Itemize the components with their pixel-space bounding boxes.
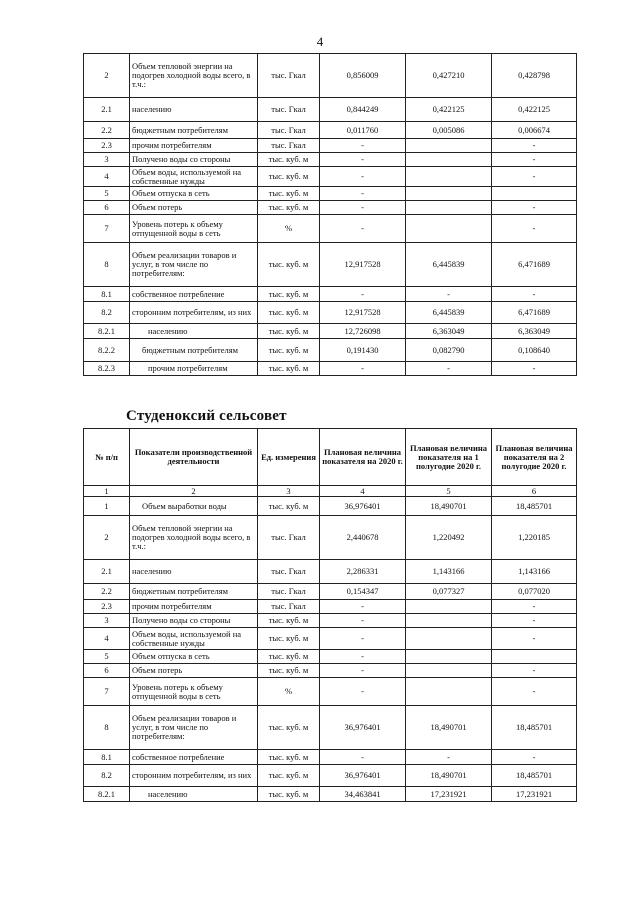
row-unit: тыс. Гкал	[258, 560, 320, 584]
row-plan-h1: -	[406, 362, 492, 376]
table-row	[84, 122, 577, 139]
row-plan-year: -	[320, 139, 406, 153]
table-row	[84, 339, 577, 362]
row-number: 8.1	[84, 287, 130, 302]
row-plan-h2: 0,422125	[492, 98, 577, 122]
row-unit: тыс. куб. м	[258, 664, 320, 678]
row-number: 2.3	[84, 600, 130, 614]
row-plan-year: 34,463841	[320, 787, 406, 802]
row-plan-h1: -	[406, 287, 492, 302]
row-indicator-name: Объем выработки воды	[130, 497, 258, 516]
table-row	[84, 302, 577, 324]
row-indicator-name: Объем воды, используемой на собственные нужды	[130, 628, 258, 650]
row-plan-h2: 17,231921	[492, 787, 577, 802]
row-indicator-name: собственное потребление	[130, 287, 258, 302]
row-number: 6	[84, 664, 130, 678]
row-indicator-name: Объем воды, используемой на собственные нужды	[130, 167, 258, 187]
section-title: Студеноксий сельсовет	[126, 408, 287, 424]
table-row	[84, 139, 577, 153]
row-indicator-name: Объем отпуска в сеть	[130, 187, 258, 201]
row-number: 2.3	[84, 139, 130, 153]
row-number: 8.2.1	[84, 324, 130, 339]
row-number: 8	[84, 706, 130, 750]
row-plan-h2: 1,220185	[492, 516, 577, 560]
row-unit: тыс. куб. м	[258, 302, 320, 324]
row-indicator-name: Объем тепловой энергии на подогрев холодной воды всего, в т.ч.:	[130, 54, 258, 98]
row-number: 8.2.1	[84, 787, 130, 802]
table-row	[84, 324, 577, 339]
col-number: 3	[258, 486, 320, 497]
row-unit: тыс. куб. м	[258, 362, 320, 376]
header-num: № п/п	[84, 429, 130, 486]
table-row	[84, 765, 577, 787]
row-plan-h2: 6,471689	[492, 302, 577, 324]
row-plan-year: 36,976401	[320, 706, 406, 750]
table-row	[84, 167, 577, 187]
row-plan-h2: -	[492, 201, 577, 215]
row-plan-h1: 1,143166	[406, 560, 492, 584]
row-number: 5	[84, 187, 130, 201]
row-plan-year: -	[320, 650, 406, 664]
row-plan-h2: -	[492, 139, 577, 153]
row-indicator-name: прочим потребителям	[130, 600, 258, 614]
row-plan-h1	[406, 600, 492, 614]
table-row	[84, 560, 577, 584]
row-unit: тыс. куб. м	[258, 187, 320, 201]
row-unit: тыс. куб. м	[258, 706, 320, 750]
table-row	[84, 497, 577, 516]
row-unit: тыс. куб. м	[258, 787, 320, 802]
row-unit: тыс. куб. м	[258, 324, 320, 339]
row-unit: тыс. куб. м	[258, 167, 320, 187]
row-plan-h1: 0,077327	[406, 584, 492, 600]
row-plan-h2: -	[492, 750, 577, 765]
row-number: 7	[84, 678, 130, 706]
row-indicator-name: прочим потребителям	[130, 139, 258, 153]
table-row	[84, 628, 577, 650]
row-plan-h2: -	[492, 215, 577, 243]
row-number: 2	[84, 54, 130, 98]
table-row	[84, 706, 577, 750]
row-indicator-name: бюджетным потребителям	[130, 339, 258, 362]
row-plan-h1: 0,427210	[406, 54, 492, 98]
row-plan-h1	[406, 201, 492, 215]
row-plan-year: 12,917528	[320, 243, 406, 287]
table-row	[84, 54, 577, 98]
table-row	[84, 600, 577, 614]
row-indicator-name: Уровень потерь к объему отпущенной воды в сеть	[130, 678, 258, 706]
row-indicator-name: прочим потребителям	[130, 362, 258, 376]
column-number-row	[84, 486, 577, 497]
header-plan-h2: Плановая величина показателя на 2 полугодие 2020 г.	[492, 429, 577, 486]
row-plan-h1	[406, 664, 492, 678]
row-plan-h1: 0,005086	[406, 122, 492, 139]
row-number: 4	[84, 167, 130, 187]
row-plan-year: 0,844249	[320, 98, 406, 122]
header-plan-year: Плановая величина показателя на 2020 г.	[320, 429, 406, 486]
col-number: 2	[130, 486, 258, 497]
row-plan-h2: 0,108640	[492, 339, 577, 362]
row-number: 8.2.3	[84, 362, 130, 376]
page-number: 4	[316, 34, 324, 49]
row-plan-h2: 6,471689	[492, 243, 577, 287]
row-number: 2.2	[84, 122, 130, 139]
row-plan-h2: -	[492, 628, 577, 650]
row-plan-h1	[406, 628, 492, 650]
table-row	[84, 153, 577, 167]
row-unit: тыс. Гкал	[258, 139, 320, 153]
table-row	[84, 187, 577, 201]
table-row	[84, 678, 577, 706]
table-row	[84, 584, 577, 600]
row-plan-h2: 1,143166	[492, 560, 577, 584]
row-unit: %	[258, 215, 320, 243]
row-plan-year: 2,286331	[320, 560, 406, 584]
row-plan-h2: 0,006674	[492, 122, 577, 139]
row-plan-year: -	[320, 614, 406, 628]
row-plan-year: -	[320, 600, 406, 614]
production-table-continued	[83, 53, 577, 376]
row-plan-h1: -	[406, 750, 492, 765]
row-plan-h1: 6,445839	[406, 243, 492, 287]
row-plan-year: 0,191430	[320, 339, 406, 362]
table-row	[84, 664, 577, 678]
row-plan-h2: -	[492, 287, 577, 302]
row-unit: тыс. куб. м	[258, 201, 320, 215]
row-plan-h1: 18,490701	[406, 497, 492, 516]
row-unit: тыс. Гкал	[258, 584, 320, 600]
row-plan-year: 36,976401	[320, 765, 406, 787]
row-plan-h2: -	[492, 167, 577, 187]
row-number: 1	[84, 497, 130, 516]
row-unit: тыс. Гкал	[258, 516, 320, 560]
row-indicator-name: населению	[130, 787, 258, 802]
table-row	[84, 787, 577, 802]
table-row	[84, 215, 577, 243]
row-number: 8.2.2	[84, 339, 130, 362]
row-unit: тыс. куб. м	[258, 153, 320, 167]
row-plan-h1: 17,231921	[406, 787, 492, 802]
row-plan-h1	[406, 187, 492, 201]
row-plan-year: -	[320, 750, 406, 765]
row-plan-year: -	[320, 362, 406, 376]
row-indicator-name: Объем потерь	[130, 664, 258, 678]
row-plan-year: 36,976401	[320, 497, 406, 516]
row-plan-h1	[406, 139, 492, 153]
row-plan-year: 12,726098	[320, 324, 406, 339]
col-number: 6	[492, 486, 577, 497]
row-unit: тыс. куб. м	[258, 750, 320, 765]
row-plan-year: -	[320, 167, 406, 187]
row-plan-year: 0,011760	[320, 122, 406, 139]
row-number: 3	[84, 153, 130, 167]
row-plan-year: -	[320, 187, 406, 201]
table-row	[84, 614, 577, 628]
row-unit: тыс. Гкал	[258, 98, 320, 122]
row-unit: тыс. куб. м	[258, 287, 320, 302]
row-unit: тыс. куб. м	[258, 650, 320, 664]
row-indicator-name: Объем реализации товаров и услуг, в том числе по потребителям:	[130, 243, 258, 287]
row-plan-h1	[406, 215, 492, 243]
row-plan-h1: 0,422125	[406, 98, 492, 122]
row-indicator-name: сторонним потребителям, из них	[130, 765, 258, 787]
row-plan-h2: 18,485701	[492, 765, 577, 787]
table-row	[84, 243, 577, 287]
table-row	[84, 201, 577, 215]
row-plan-h1: 18,490701	[406, 765, 492, 787]
header-unit: Ед. измерения	[258, 429, 320, 486]
row-number: 2.2	[84, 584, 130, 600]
row-indicator-name: собственное потребление	[130, 750, 258, 765]
row-indicator-name: Объем потерь	[130, 201, 258, 215]
row-unit: %	[258, 678, 320, 706]
row-unit: тыс. куб. м	[258, 339, 320, 362]
row-indicator-name: Объем тепловой энергии на подогрев холодной воды всего, в т.ч.:	[130, 516, 258, 560]
row-plan-h1	[406, 153, 492, 167]
row-plan-h2: -	[492, 664, 577, 678]
row-plan-h1: 0,082790	[406, 339, 492, 362]
row-number: 8	[84, 243, 130, 287]
col-number: 5	[406, 486, 492, 497]
row-plan-h1	[406, 614, 492, 628]
row-unit: тыс. куб. м	[258, 628, 320, 650]
row-number: 8.2	[84, 765, 130, 787]
row-indicator-name: населению	[130, 560, 258, 584]
row-plan-h1: 6,445839	[406, 302, 492, 324]
row-plan-year: -	[320, 628, 406, 650]
row-unit: тыс. Гкал	[258, 600, 320, 614]
row-plan-h1	[406, 650, 492, 664]
table-row	[84, 287, 577, 302]
header-name: Показатели производственной деятельности	[130, 429, 258, 486]
row-plan-h2: -	[492, 153, 577, 167]
table-row	[84, 516, 577, 560]
row-plan-h1	[406, 678, 492, 706]
row-indicator-name: бюджетным потребителям	[130, 584, 258, 600]
row-number: 2	[84, 516, 130, 560]
row-plan-h2: 18,485701	[492, 497, 577, 516]
row-unit: тыс. куб. м	[258, 614, 320, 628]
col-number: 4	[320, 486, 406, 497]
row-plan-year: 2,440678	[320, 516, 406, 560]
row-plan-h2	[492, 187, 577, 201]
row-plan-year: 0,856009	[320, 54, 406, 98]
row-plan-h2: 0,077020	[492, 584, 577, 600]
production-table-studenoksky	[83, 428, 577, 802]
row-unit: тыс. Гкал	[258, 122, 320, 139]
row-indicator-name: Объем отпуска в сеть	[130, 650, 258, 664]
row-plan-year: -	[320, 678, 406, 706]
row-plan-h2: 18,485701	[492, 706, 577, 750]
row-plan-h1: 1,220492	[406, 516, 492, 560]
row-number: 8.2	[84, 302, 130, 324]
row-plan-h2	[492, 650, 577, 664]
row-indicator-name: населению	[130, 98, 258, 122]
row-plan-h2: -	[492, 362, 577, 376]
row-indicator-name: Уровень потерь к объему отпущенной воды в сеть	[130, 215, 258, 243]
row-plan-year: -	[320, 201, 406, 215]
row-unit: тыс. Гкал	[258, 54, 320, 98]
table-row	[84, 650, 577, 664]
row-unit: тыс. куб. м	[258, 497, 320, 516]
row-indicator-name: Получено воды со стороны	[130, 614, 258, 628]
row-plan-h2: 0,428798	[492, 54, 577, 98]
row-indicator-name: Объем реализации товаров и услуг, в том числе по потребителям:	[130, 706, 258, 750]
row-number: 6	[84, 201, 130, 215]
row-indicator-name: населению	[130, 324, 258, 339]
row-number: 3	[84, 614, 130, 628]
row-plan-h1: 6,363049	[406, 324, 492, 339]
row-plan-year: -	[320, 287, 406, 302]
row-indicator-name: сторонним потребителям, из них	[130, 302, 258, 324]
row-plan-year: -	[320, 664, 406, 678]
row-number: 7	[84, 215, 130, 243]
table-row	[84, 362, 577, 376]
row-number: 8.1	[84, 750, 130, 765]
row-plan-year: 0,154347	[320, 584, 406, 600]
row-plan-h2: 6,363049	[492, 324, 577, 339]
row-plan-h1	[406, 167, 492, 187]
row-plan-h2: -	[492, 600, 577, 614]
row-plan-h1: 18,490701	[406, 706, 492, 750]
row-plan-year: -	[320, 153, 406, 167]
row-indicator-name: Получено воды со стороны	[130, 153, 258, 167]
row-number: 2.1	[84, 560, 130, 584]
row-plan-year: -	[320, 215, 406, 243]
row-plan-h2: -	[492, 614, 577, 628]
table-header-row	[84, 429, 577, 486]
row-plan-h2: -	[492, 678, 577, 706]
row-unit: тыс. куб. м	[258, 243, 320, 287]
row-unit: тыс. куб. м	[258, 765, 320, 787]
col-number: 1	[84, 486, 130, 497]
row-plan-year: 12,917528	[320, 302, 406, 324]
table-row	[84, 750, 577, 765]
row-number: 2.1	[84, 98, 130, 122]
row-number: 4	[84, 628, 130, 650]
row-indicator-name: бюджетным потребителям	[130, 122, 258, 139]
table-row	[84, 98, 577, 122]
header-plan-h1: Плановая величина показателя на 1 полугодие 2020 г.	[406, 429, 492, 486]
row-number: 5	[84, 650, 130, 664]
